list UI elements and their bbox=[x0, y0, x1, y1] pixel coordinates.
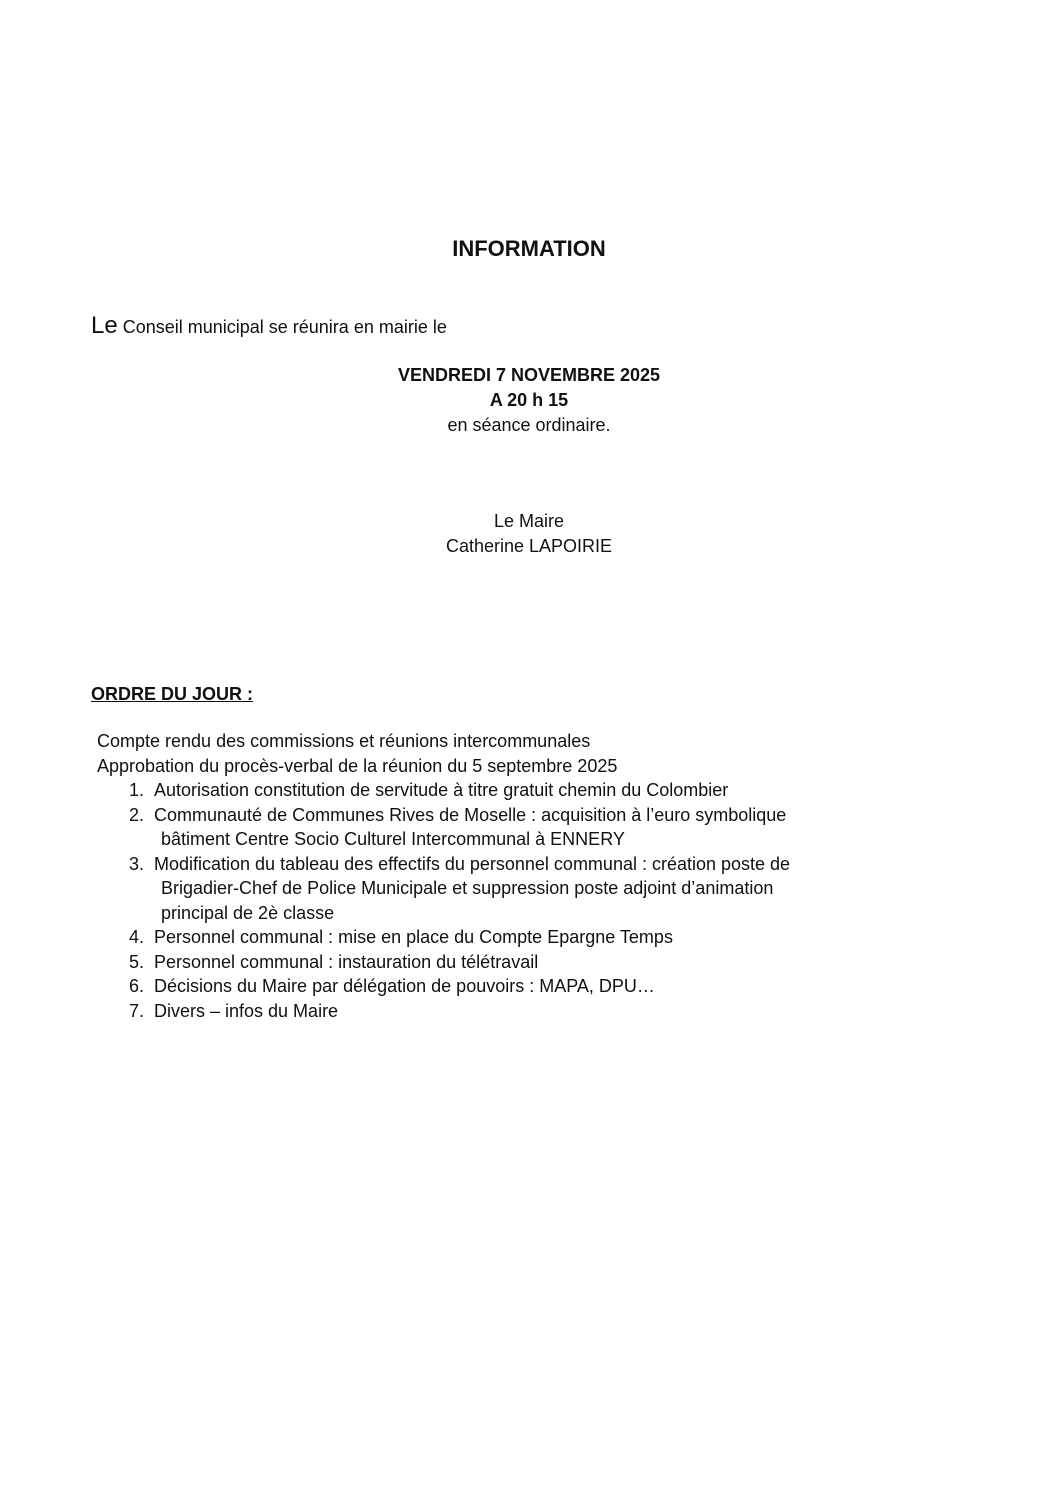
agenda-heading: ORDRE DU JOUR : bbox=[91, 684, 254, 704]
agenda-item-number: 7. bbox=[129, 1000, 145, 1021]
meeting-time: A 20 h 15 bbox=[489, 390, 569, 410]
agenda-item-text: Modification du tableau des effectifs du personnel communal : création poste de bbox=[154, 853, 791, 874]
intro-sentence bbox=[91, 312, 447, 340]
agenda-item-number: 2. bbox=[129, 804, 145, 825]
document-title: INFORMATION bbox=[452, 236, 606, 261]
agenda-item bbox=[97, 778, 790, 803]
intro-first-word: Le bbox=[91, 312, 118, 339]
agenda-item bbox=[97, 803, 790, 828]
agenda-item-number: 6. bbox=[129, 976, 145, 996]
agenda-item bbox=[97, 999, 790, 1024]
agenda-item-number: 3. bbox=[129, 853, 145, 874]
agenda-item-continuation: bâtiment Centre Socio Culturel Intercommunal à ENNERY bbox=[161, 829, 625, 849]
agenda-item-number: 4. bbox=[129, 927, 145, 947]
agenda-item bbox=[97, 950, 790, 975]
signature-block bbox=[0, 509, 1058, 559]
agenda-item-text: Autorisation constitution de servitude à titre gratuit chemin du Colombier bbox=[154, 780, 729, 800]
agenda-item-text: Divers – infos du Maire bbox=[154, 1000, 339, 1021]
signature-role: Le Maire bbox=[493, 511, 565, 531]
agenda-item-number: 1. bbox=[129, 780, 145, 800]
agenda-item-continuation: Brigadier-Chef de Police Municipale et suppression poste adjoint d’animation bbox=[161, 878, 774, 898]
agenda-item bbox=[97, 974, 790, 999]
signature-name: Catherine LAPOIRIE bbox=[445, 536, 613, 556]
agenda-item-continuation: principal de 2è classe bbox=[161, 902, 335, 923]
intro-text: Conseil municipal se réunira en mairie le bbox=[117, 317, 447, 337]
agenda-item-text: Communauté de Communes Rives de Moselle : acquisition à l’euro symbolique bbox=[154, 804, 787, 825]
agenda-preamble: Compte rendu des commissions et réunions intercommunales bbox=[97, 731, 591, 751]
agenda-item-text: Décisions du Maire par délégation de pouvoirs : MAPA, DPU… bbox=[154, 976, 655, 996]
agenda-preamble: Approbation du procès-verbal de la réunion du 5 septembre 2025 bbox=[97, 755, 618, 776]
meeting-type: en séance ordinaire. bbox=[447, 415, 611, 435]
agenda-item-text: Personnel communal : mise en place du Compte Epargne Temps bbox=[154, 927, 673, 947]
agenda-item bbox=[97, 925, 790, 950]
agenda-item-text: Personnel communal : instauration du télétravail bbox=[154, 951, 539, 972]
meeting-block bbox=[0, 363, 1058, 438]
agenda-item-number: 5. bbox=[129, 951, 145, 972]
agenda-list bbox=[97, 729, 790, 1023]
agenda-item bbox=[97, 852, 790, 877]
meeting-date: VENDREDI 7 NOVEMBRE 2025 bbox=[397, 365, 661, 385]
